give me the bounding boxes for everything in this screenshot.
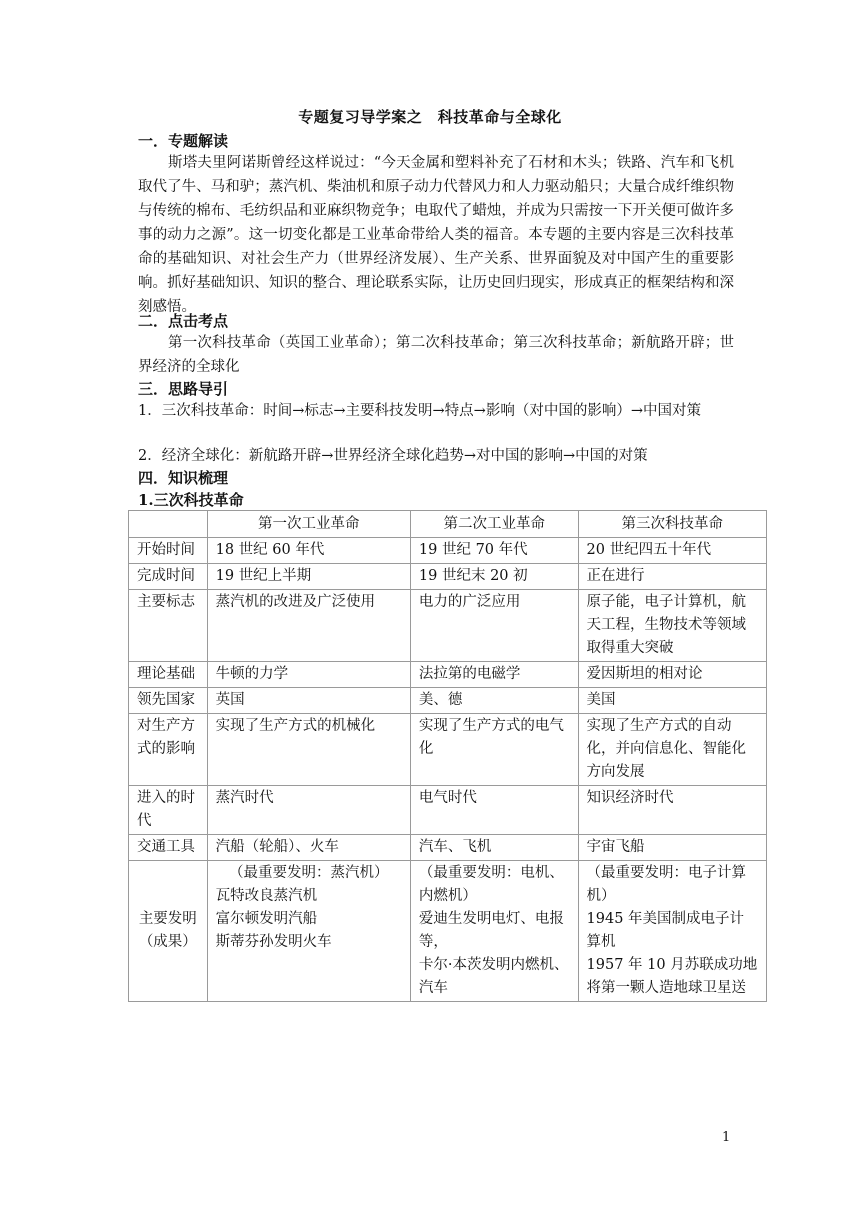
- table-header-cell: 第一次工业革命: [207, 511, 410, 538]
- subheading-revolutions: 1.三次科技革命: [138, 491, 244, 509]
- table-cell: 英国: [207, 688, 410, 714]
- row-label: 主要标志: [129, 590, 208, 662]
- table-cell: [578, 861, 766, 1002]
- section-heading-interpretation: 一．专题解读: [138, 132, 229, 150]
- row-label: 完成时间: [129, 564, 208, 590]
- table-row: [129, 590, 767, 662]
- invention-line: 爱迪生发明电灯、电报等，: [418, 911, 564, 950]
- invention-line: 卡尔·本茨发明内燃机、汽车: [418, 957, 569, 996]
- table-row-inventions: [129, 861, 767, 1002]
- row-label: 理论基础: [129, 662, 208, 688]
- table-header-cell: [129, 511, 208, 538]
- table-cell: 实现了生产方式的自动化，并向信息化、智能化方向发展: [578, 714, 766, 786]
- row-label: 主要发明（成果）: [129, 861, 208, 1002]
- table-cell: 电气时代: [410, 786, 578, 835]
- section-heading-exam-points: 二．点击考点: [138, 312, 229, 330]
- row-label: 对生产方式的影响: [129, 714, 208, 786]
- table-cell: 法拉第的电磁学: [410, 662, 578, 688]
- table-cell: 19 世纪 70 年代: [410, 538, 578, 564]
- table-cell: 蒸汽机的改进及广泛使用: [207, 590, 410, 662]
- table-cell: 20 世纪四五十年代: [578, 538, 766, 564]
- table-row: [129, 662, 767, 688]
- section-text-exam-points: 第一次科技革命（英国工业革命）；第二次科技革命；第三次科技革命；新航路开辟；世界经济的全球化: [138, 335, 734, 375]
- invention-line: （最重要发明：电机、内燃机）: [418, 865, 564, 904]
- guide-item-1: 1．三次科技革命：时间→标志→主要科技发明→特点→影响（对中国的影响）→中国对策: [138, 403, 701, 419]
- table-cell: 原子能，电子计算机，航天工程，生物技术等领域取得重大突破: [578, 590, 766, 662]
- row-label: 开始时间: [129, 538, 208, 564]
- table-cell: 19 世纪上半期: [207, 564, 410, 590]
- section-heading-guide: 三．思路导引: [138, 380, 229, 398]
- table-row: [129, 688, 767, 714]
- table-cell: 实现了生产方式的电气化: [410, 714, 578, 786]
- invention-line: 1945 年美国制成电子计算机: [586, 911, 745, 950]
- invention-line: （最重要发明：蒸汽机）: [229, 865, 389, 881]
- table-cell: 爱因斯坦的相对论: [578, 662, 766, 688]
- page-number: 1: [722, 1130, 731, 1145]
- row-label: 交通工具: [129, 835, 208, 861]
- table-row: [129, 835, 767, 861]
- table-cell: 18 世纪 60 年代: [207, 538, 410, 564]
- invention-line: （最重要发明：电子计算机）: [586, 865, 747, 904]
- table-header-cell: 第二次工业革命: [410, 511, 578, 538]
- invention-line: 富尔顿发明汽船: [215, 911, 318, 927]
- table-cell: 电力的广泛应用: [410, 590, 578, 662]
- section-text-interpretation: 斯塔夫里阿诺斯曾经这样说过：“今天金属和塑料补充了石材和木头；铁路、汽车和飞机取代了牛、马和驴；蒸汽机、柴油机和原子动力代替风力和人力驱动船只；大量合成纤维织物与传统的棉布、毛纺织品和亚麻织物竞争；电取代了蜡烛，并成为只需按一下开关便可做许多事的动力之源”。这一切变化都是工业革命带给人类的福音。本专题的主要内容是三次科技革命的基础知识、对社会生产力（世界经济发展）、生产关系、世界面貌及对中国产生的重要影响。抓好基础知识、知识的整合、理论联系实际，让历史回归现实，形成真正的框架结构和深刻感悟。: [138, 155, 734, 315]
- table-row: [129, 786, 767, 835]
- table-header-row: [129, 511, 767, 538]
- table-cell: 正在进行: [578, 564, 766, 590]
- row-label: 领先国家: [129, 688, 208, 714]
- table-cell: [410, 861, 578, 1002]
- table-cell: 汽车、飞机: [410, 835, 578, 861]
- table-cell: 汽船（轮船）、火车: [207, 835, 410, 861]
- table-cell: 宇宙飞船: [578, 835, 766, 861]
- invention-line: 斯蒂芬孙发明火车: [215, 934, 332, 950]
- table-cell: 19 世纪末 20 初: [410, 564, 578, 590]
- section-heading-knowledge: 四．知识梳理: [138, 469, 229, 487]
- table-header-cell: 第三次科技革命: [578, 511, 766, 538]
- table-cell: 知识经济时代: [578, 786, 766, 835]
- invention-line: 瓦特改良蒸汽机: [215, 888, 318, 904]
- invention-line: 1957 年 10 月苏联成功地将第一颗人造地球卫星送: [586, 957, 758, 996]
- document-title: 专题复习导学案之 科技革命与全球化: [298, 108, 562, 126]
- row-label: 进入的时代: [129, 786, 208, 835]
- table-row: [129, 714, 767, 786]
- revolutions-table: [128, 510, 767, 1002]
- table-cell: 蒸汽时代: [207, 786, 410, 835]
- table-cell: [207, 861, 410, 1002]
- table-row: [129, 564, 767, 590]
- table-cell: 牛顿的力学: [207, 662, 410, 688]
- table-row: [129, 538, 767, 564]
- table-cell: 实现了生产方式的机械化: [207, 714, 410, 786]
- table-cell: 美、德: [410, 688, 578, 714]
- guide-item-2: 2．经济全球化：新航路开辟→世界经济全球化趋势→对中国的影响→中国的对策: [138, 448, 648, 464]
- table-cell: 美国: [578, 688, 766, 714]
